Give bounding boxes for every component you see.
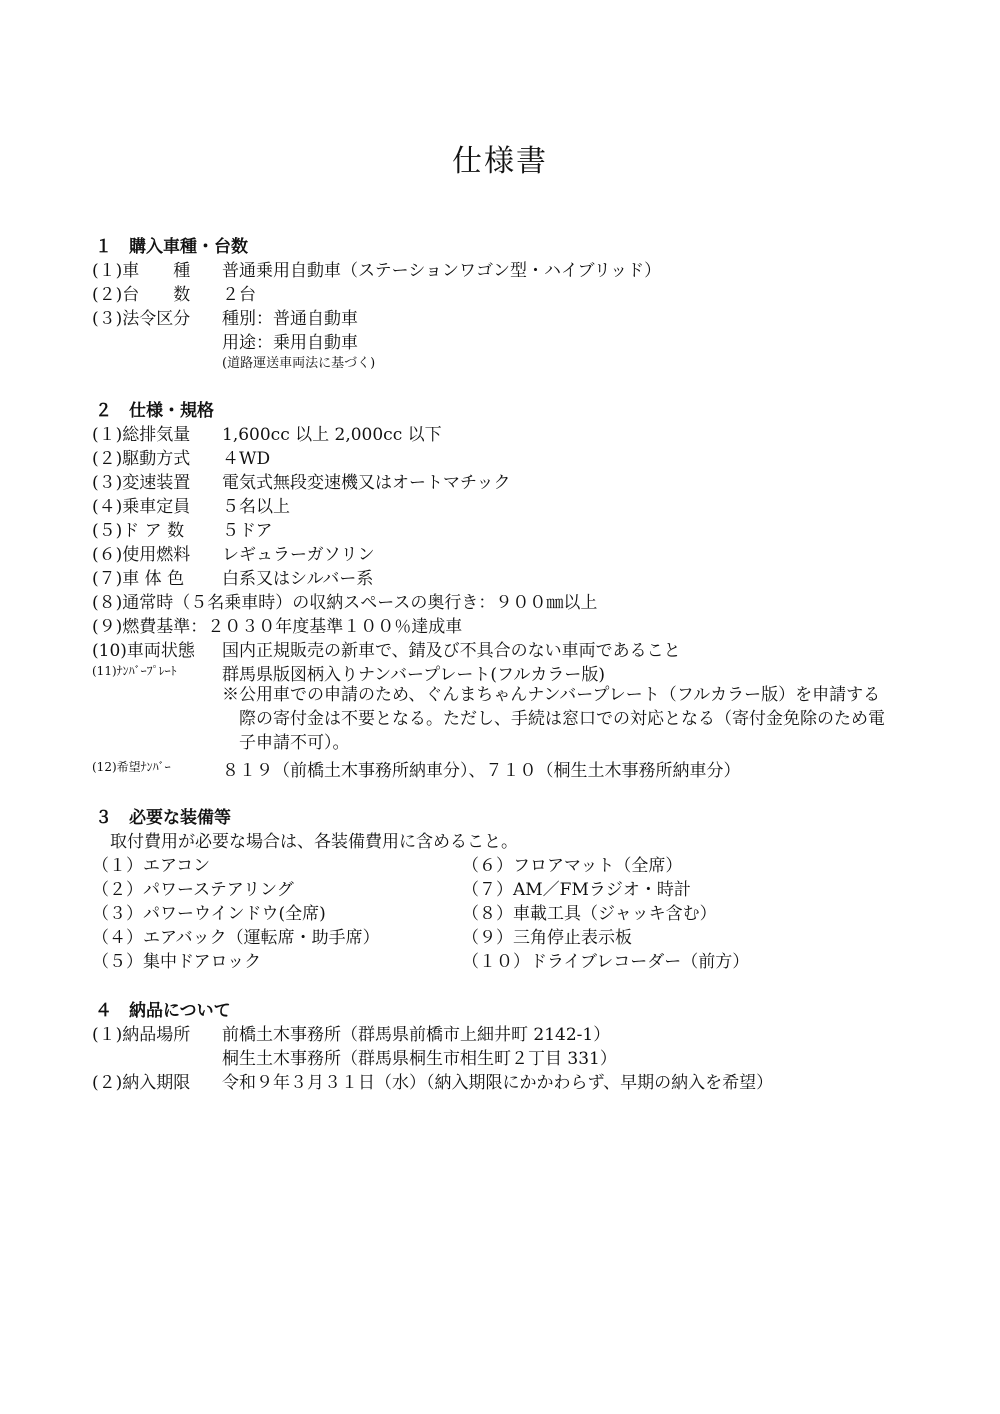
equipment-item: （３）パワーウインドウ(全席)	[92, 904, 326, 924]
s4-row-1-value-2: 桐生土木事務所（群馬県桐生市相生町２丁目 331）	[222, 1049, 617, 1069]
section-3-heading: ３ 必要な装備等	[95, 808, 231, 828]
equipment-item: （９）三角停止表示板	[462, 928, 632, 948]
s1-row-2-label: (２)台 数	[92, 285, 191, 305]
s1-row-2-value: ２台	[222, 285, 256, 305]
s2-row-10-value: 国内正規販売の新車で、錆及び不具合のない車両であること	[222, 641, 681, 661]
equipment-item: （１）エアコン	[92, 856, 211, 876]
s2-row-8: (８)通常時（５名乗車時）の収納スペースの奥行き：９００㎜以上	[92, 593, 598, 613]
spec-row-label: (３)変速装置	[92, 473, 191, 493]
s1-row-3-value-1: 種別：普通自動車	[222, 309, 358, 329]
s1-row-3-label: (３)法令区分	[92, 309, 191, 329]
s1-row-3-value-2: 用途：乗用自動車	[222, 333, 358, 353]
spec-row-value: 電気式無段変速機又はオートマチック	[222, 473, 511, 493]
s1-row-1-value: 普通乗用自動車（ステーションワゴン型・ハイブリッド）	[222, 261, 662, 281]
s4-row-1-label: (１)納品場所	[92, 1025, 191, 1045]
spec-row-value: ５ドア	[222, 521, 273, 541]
s4-row-1-value-1: 前橋土木事務所（群馬県前橋市上細井町 2142-1）	[222, 1025, 611, 1045]
s3-intro: 取付費用が必要な場合は、各装備費用に含めること。	[110, 832, 518, 852]
equipment-item: （７）AM／FMラジオ・時計	[462, 880, 691, 900]
section-2-heading: ２ 仕様・規格	[95, 401, 214, 421]
spec-row-label: (６)使用燃料	[92, 545, 191, 565]
s2-row-11-note: ※公用車での申請のため、ぐんまちゃんナンバープレート（フルカラー版）を申請する際の寄付金は不要となる。ただし、手続は窓口での対応となる（寄付金免除のため電子申請不可）。	[222, 685, 885, 753]
s2-row-12-value: ８１９（前橋土木事務所納車分）、７１０（桐生土木事務所納車分）	[222, 761, 741, 781]
s1-row-1-label: (１)車 種	[92, 261, 191, 281]
spec-row-label: (４)乗車定員	[92, 497, 191, 517]
s2-row-11-label: (11)ﾅﾝﾊﾞｰﾌﾟﾚｰﾄ	[92, 664, 177, 678]
spec-row-label: (７)車 体 色	[92, 569, 185, 589]
spec-row-label: (２)駆動方式	[92, 449, 191, 469]
equipment-item: （２）パワーステアリング	[92, 880, 294, 900]
section-4-heading: ４ 納品について	[95, 1001, 231, 1021]
s2-row-10-label: (10)車両状態	[92, 641, 195, 661]
spec-row-label: (１)総排気量	[92, 425, 191, 445]
equipment-item: （５）集中ドアロック	[92, 952, 262, 972]
spec-row-value: ５名以上	[222, 497, 290, 517]
section-1-heading: １ 購入車種・台数	[95, 237, 248, 257]
spec-row-label: (５)ド ア 数	[92, 521, 185, 541]
s2-row-11-value: 群馬県版図柄入りナンバープレート(フルカラー版)	[222, 665, 606, 685]
equipment-item: （６）フロアマット（全席）	[462, 856, 683, 876]
s2-row-9: (９)燃費基準：２０３０年度基準１００％達成車	[92, 617, 463, 637]
spec-row-value: 白系又はシルバー系	[222, 569, 374, 589]
equipment-item: （４）エアバック（運転席・助手席）	[92, 928, 380, 948]
equipment-item: （１０）ドライブレコーダー（前方）	[462, 952, 750, 972]
equipment-item: （８）車載工具（ジャッキ含む）	[462, 904, 717, 924]
s4-row-2-label: (２)納入期限	[92, 1073, 191, 1093]
s1-row-3-note: (道路運送車両法に基づく)	[222, 356, 376, 371]
spec-row-value: レギュラーガソリン	[222, 545, 375, 565]
document-title: 仕様書	[452, 144, 548, 179]
s4-row-2-value: 令和９年３月３１日（水）（納入期限にかかわらず、早期の納入を希望）	[222, 1073, 774, 1093]
spec-row-value: 1,600cc 以上 2,000cc 以下	[222, 425, 442, 445]
s2-row-12-label: (12)希望ﾅﾝﾊﾞｰ	[92, 760, 171, 774]
spec-row-value: ４WD	[222, 449, 271, 469]
